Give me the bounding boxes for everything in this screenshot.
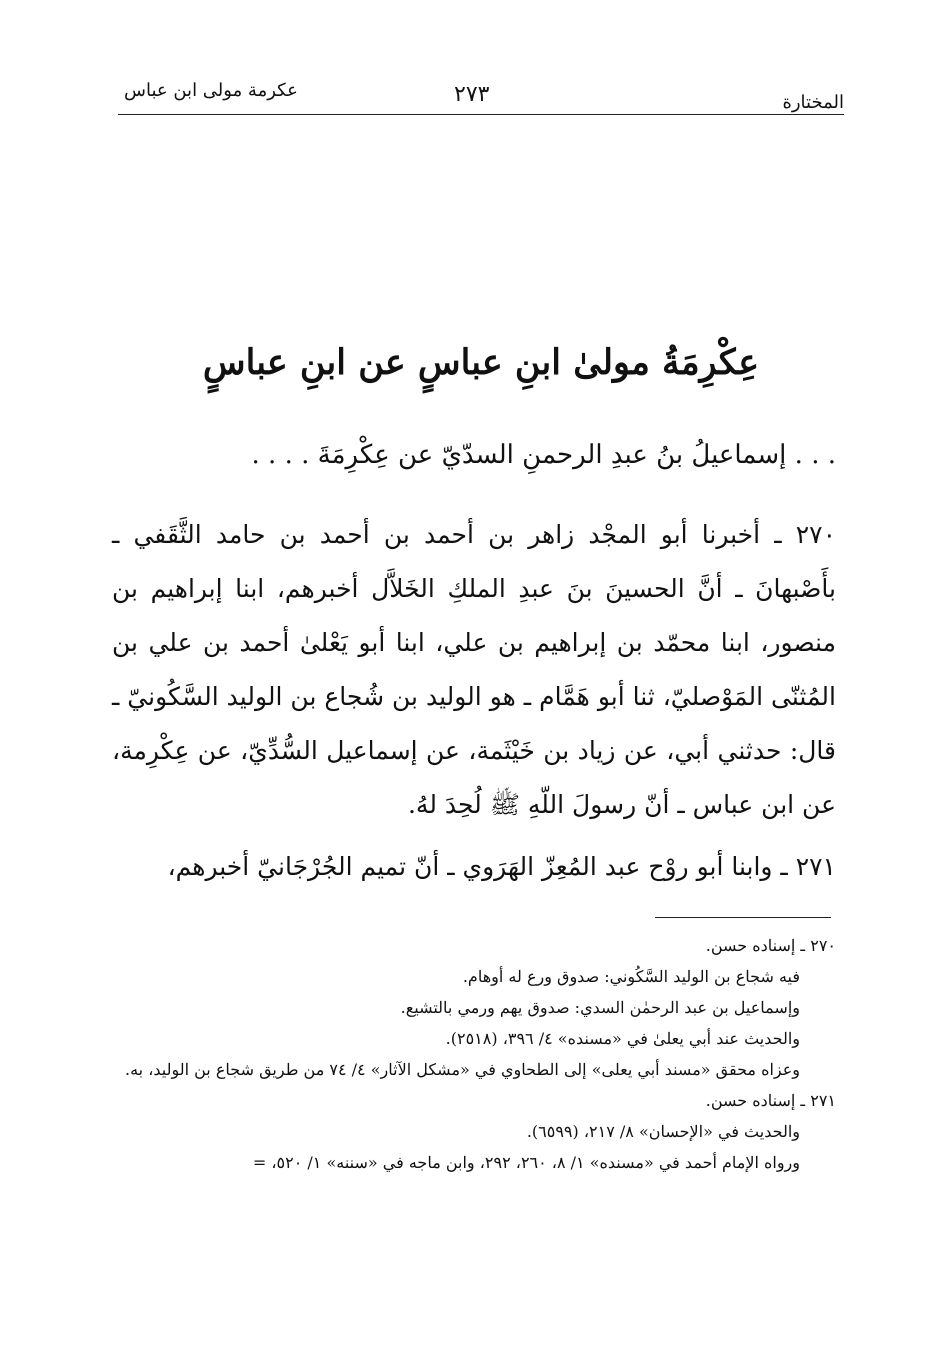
- footnote-head: [112, 1085, 836, 1116]
- hadith-paragraph: [112, 508, 836, 832]
- footnote-head: [112, 930, 836, 961]
- footnotes: [112, 930, 836, 1178]
- footnote-line: ورواه الإمام أحمد في «مسنده» ١/ ٨، ٢٦٠، ٢٩٢، وابن ماجه في «سننه» ١/ ٥٢٠، =: [252, 1153, 800, 1172]
- header-divider: [118, 114, 844, 115]
- page-number: ٢٧٣: [454, 82, 490, 107]
- hadith-number: ٢٧٠: [795, 520, 837, 549]
- footnote-divider: [655, 917, 831, 918]
- footnote-line: والحديث في «الإحسان» ٨/ ٢١٧، (٦٥٩٩).: [526, 1122, 800, 1141]
- chapter-intro-line: . . . إسماعيلُ بنُ عبدِ الرحمنِ السدّيّ عن عِكْرِمَةَ . . . .: [251, 440, 836, 470]
- chapter-heading: عِكْرِمَةُ مولىٰ ابنِ عباسٍ عن ابنِ عباسٍ: [202, 342, 760, 383]
- hadith-text: ـ أخبرنا أبو المجْد زاهر بن أحمد بن أحمد بن حامد الثَّقَفي ـ بأَصْبهانَ ـ أنَّ الحسينَ بنَ عبدِ الملكِ الخَلاَّل أخبرهم، ابنا إبراهيم بن منصور، ابنا محمّد بن إبراهيم بن علي، ابنا أبو يَعْلىٰ أحمد بن علي بن المُثنّى المَوْصليّ، ثنا أبو هَمَّام ـ هو الوليد بن شُجاع بن الوليد السَّكُونيّ ـ قال: حدثني أبي، عن زياد بن خَيْثَمة، عن إسماعيل السُّدِّيّ، عن عِكْرِمة، عن ابن عباس ـ أنّ رسولَ اللّهِ ﷺ لُحِدَ لهُ.: [112, 520, 836, 819]
- footnote-grade: ـ إسناده حسن.: [705, 936, 806, 955]
- main-text: [112, 508, 836, 902]
- hadith-number: ٢٧١: [795, 852, 836, 881]
- footnote: [112, 1085, 836, 1178]
- footnote-line: فيه شجاع بن الوليد السَّكُوني: صدوق ورع له أوهام.: [462, 967, 800, 986]
- running-header: [118, 74, 844, 114]
- footnote-grade: ـ إسناده حسن.: [705, 1091, 806, 1110]
- hadith-text: ـ وابنا أبو روْح عبد المُعِزّ الهَرَوي ـ أنّ تميم الجُرْجَانيّ أخبرهم،: [167, 852, 788, 881]
- footnote-line: وإسماعيل بن عبد الرحمٰن السدي: صدوق يهم ورمي بالتشيع.: [400, 998, 800, 1017]
- footnote-number: ٢٧١: [810, 1091, 836, 1110]
- footnote-number: ٢٧٠: [810, 936, 836, 955]
- footnote-line: والحديث عند أبي يعلىٰ في «مسنده» ٤/ ٣٩٦، (٢٥١٨).: [445, 1029, 800, 1048]
- book-title: المختارة: [782, 92, 844, 113]
- hadith-paragraph: [112, 840, 836, 894]
- footnote-line: وعزاه محقق «مسند أبي يعلى» إلى الطحاوي في «مشكل الآثار» ٤/ ٧٤ من طريق شجاع بن الوليد، به.: [124, 1060, 800, 1079]
- running-chapter-title: عكرمة مولى ابن عباس: [124, 80, 298, 101]
- footnote: [112, 930, 836, 1085]
